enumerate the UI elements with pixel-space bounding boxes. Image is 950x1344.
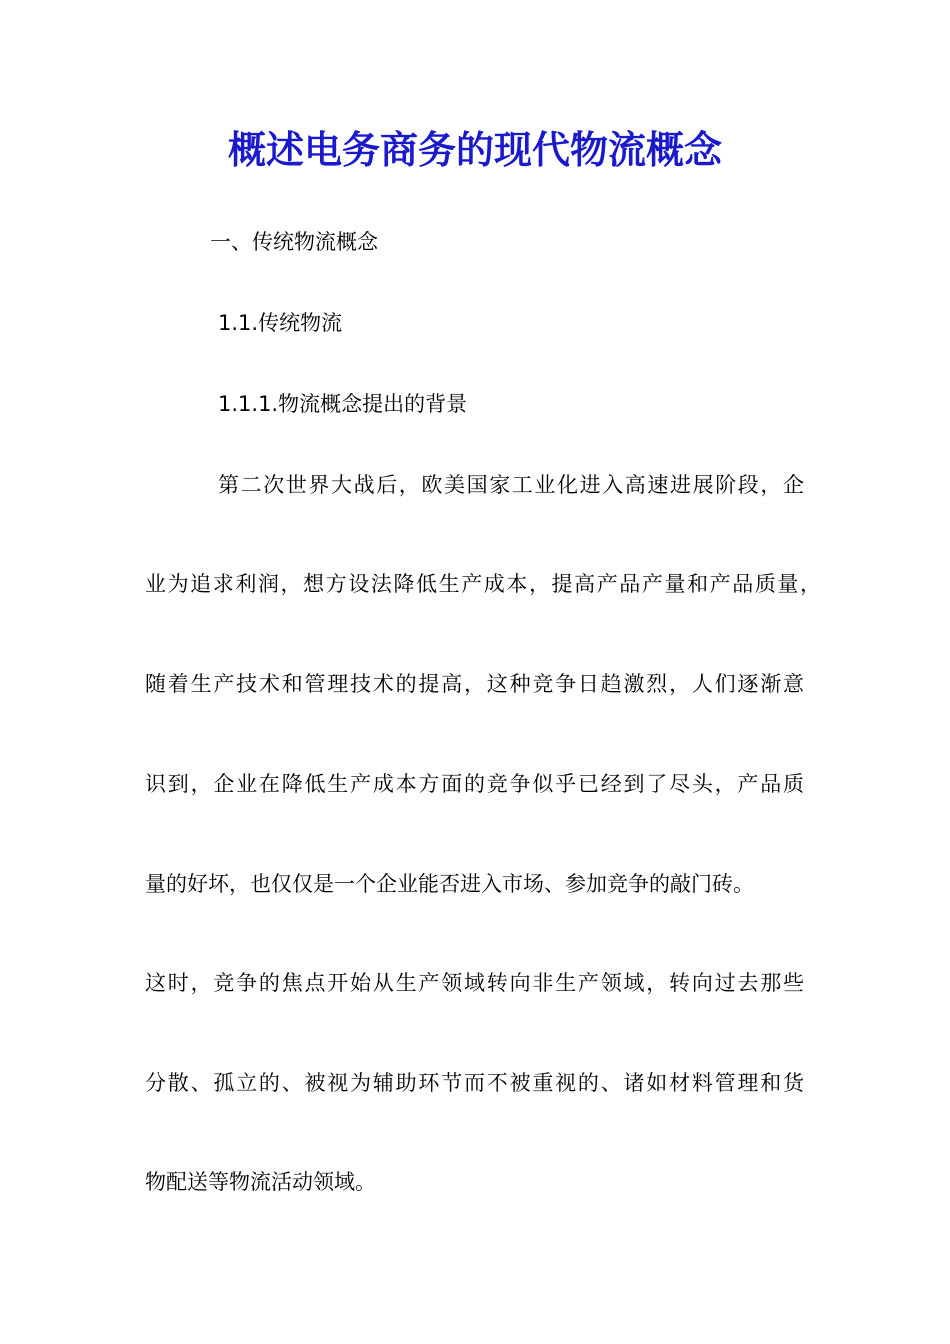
document-title: 概述电务商务的现代物流概念 — [227, 127, 722, 172]
paragraph-line: 随着生产技术和管理技术的提高，这种竞争日趋激烈，人们逐渐意 — [145, 672, 804, 696]
section-heading-1: 一、传统物流概念 — [210, 230, 378, 254]
paragraph-line: 这时，竞争的焦点开始从生产领域转向非生产领域，转向过去那些 — [145, 971, 804, 995]
subsection-heading-1-1-1: 1.1.1.物流概念提出的背景 — [218, 392, 468, 416]
paragraph-line: 物配送等物流活动领域。 — [145, 1170, 376, 1194]
paragraph-line: 分散、孤立的、被视为辅助环节而不被重视的、诸如材料管理和货 — [145, 1071, 804, 1095]
paragraph-line: 业为追求利润，想方设法降低生产成本，提高产品产量和产品质量， — [145, 572, 821, 596]
paragraph-line: 量的好坏，也仅仅是一个企业能否进入市场、参加竞争的敲门砖。 — [145, 872, 754, 896]
paragraph-line: 识到，企业在降低生产成本方面的竞争似乎已经到了尽头，产品质 — [145, 772, 804, 796]
paragraph-line: 第二次世界大战后，欧美国家工业化进入高速进展阶段，企 — [218, 473, 804, 497]
subsection-heading-1-1: 1.1.传统物流 — [218, 311, 343, 335]
